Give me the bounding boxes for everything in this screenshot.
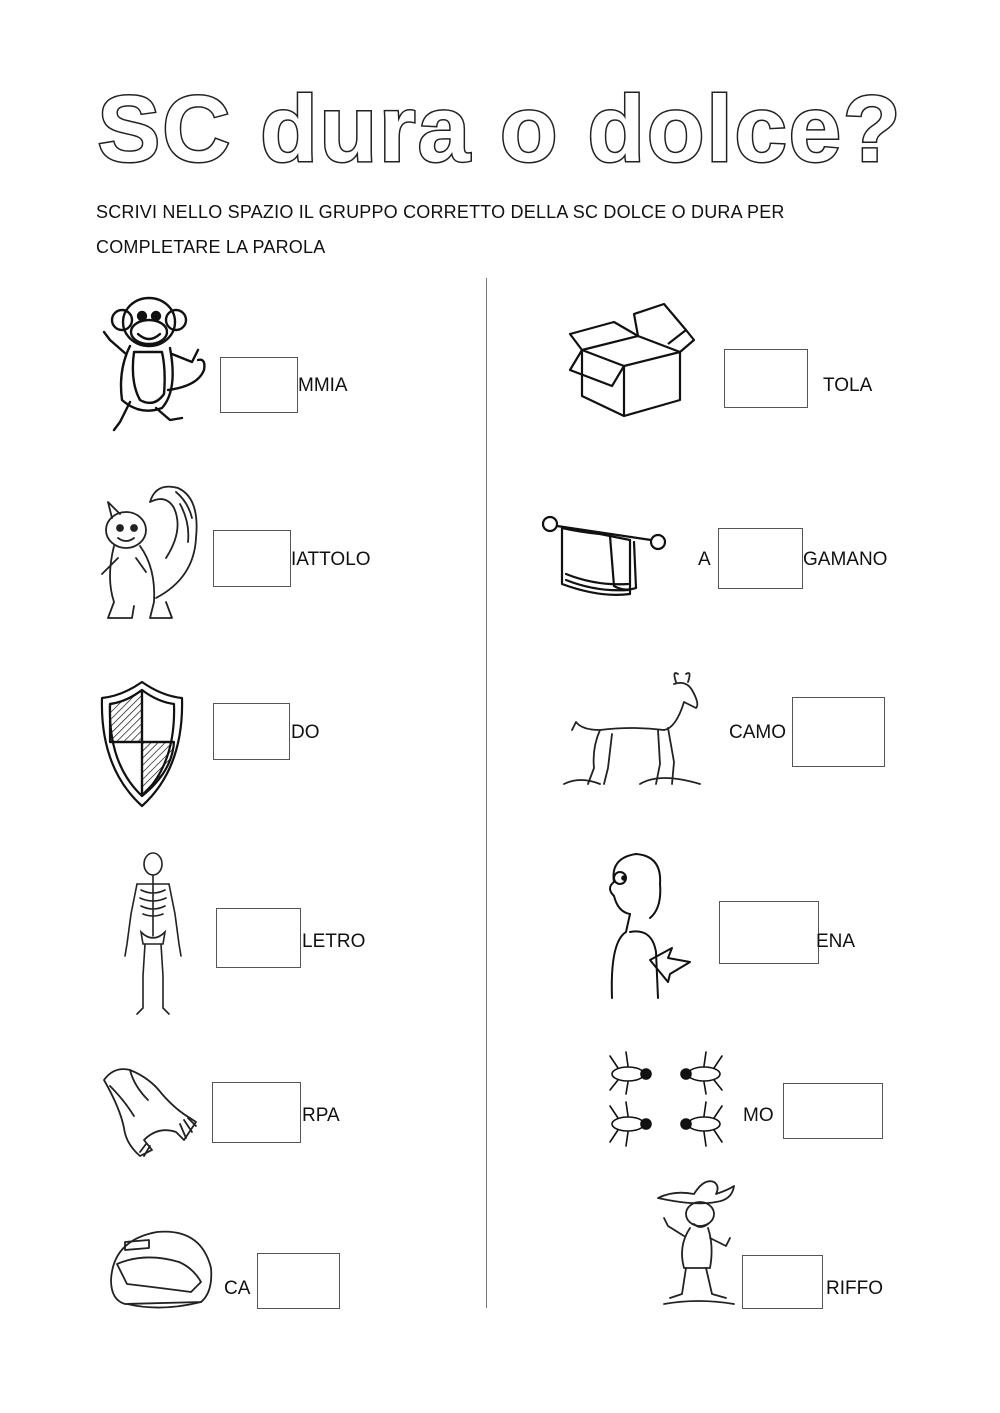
word-part-1: MMIA bbox=[298, 375, 348, 396]
answer-box-1[interactable] bbox=[220, 357, 298, 413]
answer-box-8[interactable] bbox=[718, 528, 803, 589]
box-icon bbox=[568, 300, 696, 420]
squirrel-icon bbox=[96, 478, 208, 636]
word-part-9: CAMO bbox=[729, 722, 786, 743]
answer-box-12[interactable] bbox=[742, 1255, 823, 1309]
answer-box-10[interactable] bbox=[719, 901, 819, 964]
word-part-2: IATTOLO bbox=[291, 549, 371, 570]
word-part-12: RIFFO bbox=[826, 1278, 883, 1299]
flies-icon bbox=[604, 1050, 728, 1148]
word-part-8b: GAMANO bbox=[803, 549, 888, 570]
answer-box-3[interactable] bbox=[213, 703, 290, 760]
page-title: SC dura o dolce? bbox=[97, 76, 903, 181]
sheriff-icon bbox=[654, 1176, 740, 1308]
answer-box-5[interactable] bbox=[212, 1082, 301, 1143]
answer-box-9[interactable] bbox=[792, 697, 885, 767]
towel-icon bbox=[540, 512, 668, 600]
answer-box-2[interactable] bbox=[213, 530, 291, 587]
word-part-8a: A bbox=[698, 549, 711, 570]
instructions-line-2: COMPLETARE LA PAROLA bbox=[96, 237, 326, 257]
chamois-icon bbox=[560, 668, 708, 792]
answer-box-7[interactable] bbox=[724, 349, 808, 408]
answer-box-6[interactable] bbox=[257, 1253, 340, 1309]
instructions-line-1: SCRIVI NELLO SPAZIO IL GRUPPO CORRETTO DELLA SC DOLCE O DURA PER bbox=[96, 202, 785, 222]
word-part-3: DO bbox=[291, 722, 320, 743]
answer-box-11[interactable] bbox=[783, 1083, 883, 1139]
word-part-5: RPA bbox=[302, 1105, 340, 1126]
monkey-icon bbox=[100, 290, 210, 438]
column-divider bbox=[486, 278, 487, 1308]
word-part-4: LETRO bbox=[302, 931, 366, 952]
word-part-7: TOLA bbox=[823, 375, 873, 396]
word-part-11: MO bbox=[743, 1105, 774, 1126]
helmet-icon bbox=[105, 1222, 217, 1318]
word-part-10: ENA bbox=[816, 931, 856, 952]
word-part-6: CA bbox=[224, 1278, 251, 1299]
shield-icon bbox=[100, 680, 184, 808]
scarf-icon bbox=[100, 1060, 200, 1158]
shoulder-icon bbox=[600, 848, 698, 1000]
answer-box-4[interactable] bbox=[216, 908, 301, 968]
skeleton-icon bbox=[115, 852, 191, 1017]
